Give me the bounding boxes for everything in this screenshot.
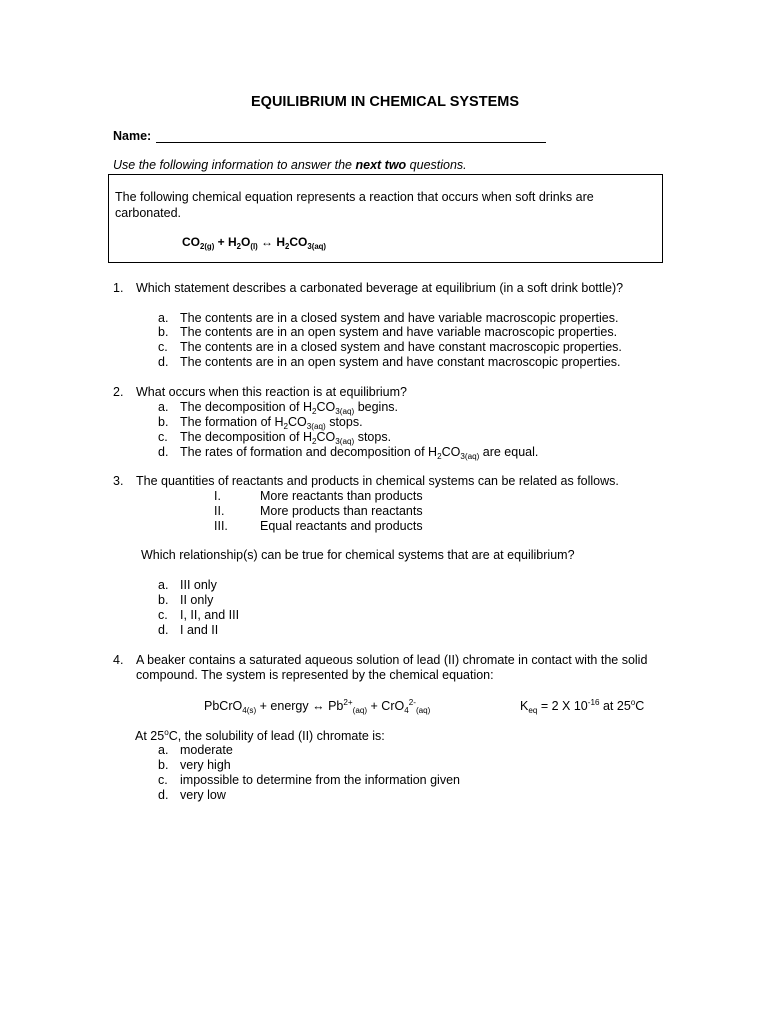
option-letter: c.: [158, 608, 168, 622]
option-text: The contents are in a closed system and have constant macroscopic properties.: [180, 340, 622, 354]
option-letter: a.: [158, 400, 169, 414]
roman-text: Equal reactants and products: [260, 519, 423, 533]
eq-pb-state: (aq): [352, 706, 368, 715]
option-letter: a.: [158, 311, 169, 325]
option-text: III only: [180, 578, 217, 592]
question-number: 1.: [113, 281, 124, 295]
eq-arrow: ↔: [257, 235, 277, 249]
eq-cro4-sub: 4: [404, 706, 409, 715]
option-letter: c.: [158, 340, 168, 354]
option-text-pre: The formation of H: [180, 415, 284, 429]
subscript: 3(aq): [335, 437, 355, 446]
instructions-bold: next two: [355, 158, 407, 172]
option-letter: d.: [158, 623, 169, 637]
subscript: 2: [312, 437, 317, 446]
eq-pbcro4: PbCrO: [204, 699, 243, 713]
roman-label: III.: [214, 519, 228, 533]
eq-pbcro4-sub: 4(s): [242, 706, 257, 715]
carbonation-equation: [182, 235, 326, 251]
name-label: Name:: [113, 129, 152, 143]
option-text: moderate: [180, 743, 233, 757]
option-letter: a.: [158, 743, 169, 757]
roman-text: More reactants than products: [260, 489, 423, 503]
option-text-post: are equal.: [479, 445, 539, 459]
keq-value: [520, 698, 644, 715]
subscript: 3(aq): [335, 407, 355, 416]
eq-h2: H: [276, 235, 286, 249]
question-number: 2.: [113, 385, 124, 399]
option-text-pre: The decomposition of H: [180, 430, 313, 444]
option-letter: a.: [158, 578, 169, 592]
keq-eq: = 2 X 10: [537, 699, 588, 713]
option-text-mid: CO: [288, 415, 307, 429]
eq-energy-pb: + energy ↔ Pb: [256, 699, 344, 713]
option-text-post: stops.: [325, 415, 363, 429]
subscript: 2: [437, 452, 442, 461]
subscript: 2: [283, 422, 289, 431]
instructions-suffix: questions.: [406, 158, 467, 172]
eq-plus: +: [214, 235, 228, 249]
option-text: impossible to determine from the information given: [180, 773, 460, 787]
eq-co2: CO: [182, 235, 200, 249]
question-text: Which statement describes a carbonated beverage at equilibrium (in a soft drink bottle)?: [136, 281, 624, 295]
option-text-mid: CO: [316, 430, 336, 444]
eq-h-sub: 2: [236, 242, 241, 251]
option-text: I and II: [180, 623, 219, 637]
option-text: II only: [180, 593, 214, 607]
option-text-mid: CO: [316, 400, 336, 414]
subscript: 3(aq): [306, 422, 326, 431]
option-text-pre: The rates of formation and decomposition of H: [180, 445, 438, 459]
eq-cro4-charge: 2-: [408, 698, 416, 707]
keq-unit: C: [635, 699, 645, 713]
option-text-post: begins.: [354, 400, 398, 414]
degree-symbol: o: [630, 698, 636, 707]
option-letter: d.: [158, 445, 169, 459]
keq-exponent: -16: [587, 698, 600, 707]
eq-co3: CO: [289, 235, 308, 249]
keq-k: K: [520, 699, 529, 713]
name-line[interactable]: [156, 142, 546, 143]
question-text: What occurs when this reaction is at equilibrium?: [136, 385, 407, 399]
eq-o: O: [241, 235, 251, 249]
option-text: [180, 445, 538, 461]
eq-cro4-state: (aq): [415, 706, 431, 715]
question-number: 4.: [113, 653, 124, 667]
option-text: very low: [180, 788, 226, 802]
option-letter: d.: [158, 355, 169, 369]
temp-post: C, the solubility of lead (II) chromate is:: [168, 729, 385, 743]
degree-symbol: o: [164, 728, 169, 737]
eq-pb-charge: 2+: [343, 698, 353, 707]
temp-pre: At 25: [135, 729, 165, 743]
option-letter: b.: [158, 758, 169, 772]
option-text: [180, 430, 391, 446]
option-letter: c.: [158, 430, 168, 444]
question-text-line1: A beaker contains a saturated aqueous solution of lead (II) chromate in contact with the solid: [136, 653, 648, 667]
option-letter: d.: [158, 788, 169, 802]
option-text-mid: CO: [441, 445, 461, 459]
option-text: [180, 415, 363, 431]
eq-h2-sub: 2: [285, 242, 290, 251]
question-text: The quantities of reactants and products in chemical systems can be related as follows.: [136, 474, 619, 488]
eq-co2-sub: 2(g): [200, 242, 215, 251]
roman-label: I.: [214, 489, 221, 503]
page-title: EQUILIBRIUM IN CHEMICAL SYSTEMS: [251, 94, 519, 110]
option-text: The contents are in an open system and have constant macroscopic properties.: [180, 355, 621, 369]
info-box-text: The following chemical equation represents a reaction that occurs when soft drinks are carbonated.: [115, 190, 594, 220]
option-letter: b.: [158, 325, 169, 339]
option-text: The contents are in an open system and have variable macroscopic properties.: [180, 325, 618, 339]
subscript: 2: [312, 407, 317, 416]
question-number: 3.: [113, 474, 124, 488]
q3-sub-question: Which relationship(s) can be true for chemical systems that are at equilibrium?: [141, 548, 575, 562]
option-letter: b.: [158, 415, 169, 429]
roman-text: More products than reactants: [260, 504, 423, 518]
instructions-prefix: Use the following information to answer the: [113, 158, 356, 172]
keq-at: at 25: [599, 699, 631, 713]
instructions: [113, 158, 467, 172]
option-text: very high: [180, 758, 231, 772]
option-text: I, II, and III: [180, 608, 240, 622]
option-text: The contents are in a closed system and have variable macroscopic properties.: [180, 311, 619, 325]
option-letter: c.: [158, 773, 168, 787]
option-text: [180, 400, 398, 416]
option-text-pre: The decomposition of H: [180, 400, 313, 414]
eq-h: H: [227, 235, 237, 249]
eq-co3-sub: 3(aq): [307, 242, 327, 251]
temp-line: [135, 728, 385, 743]
keq-sub: eq: [528, 706, 538, 715]
question-text-line2: compound. The system is represented by the chemical equation:: [136, 668, 494, 682]
eq-o-sub: (l): [250, 242, 258, 251]
roman-label: II.: [214, 504, 225, 518]
eq-cro4: + CrO: [367, 699, 405, 713]
subscript: 3(aq): [460, 452, 480, 461]
option-text-post: stops.: [354, 430, 392, 444]
option-letter: b.: [158, 593, 169, 607]
solubility-equation: [204, 698, 430, 715]
